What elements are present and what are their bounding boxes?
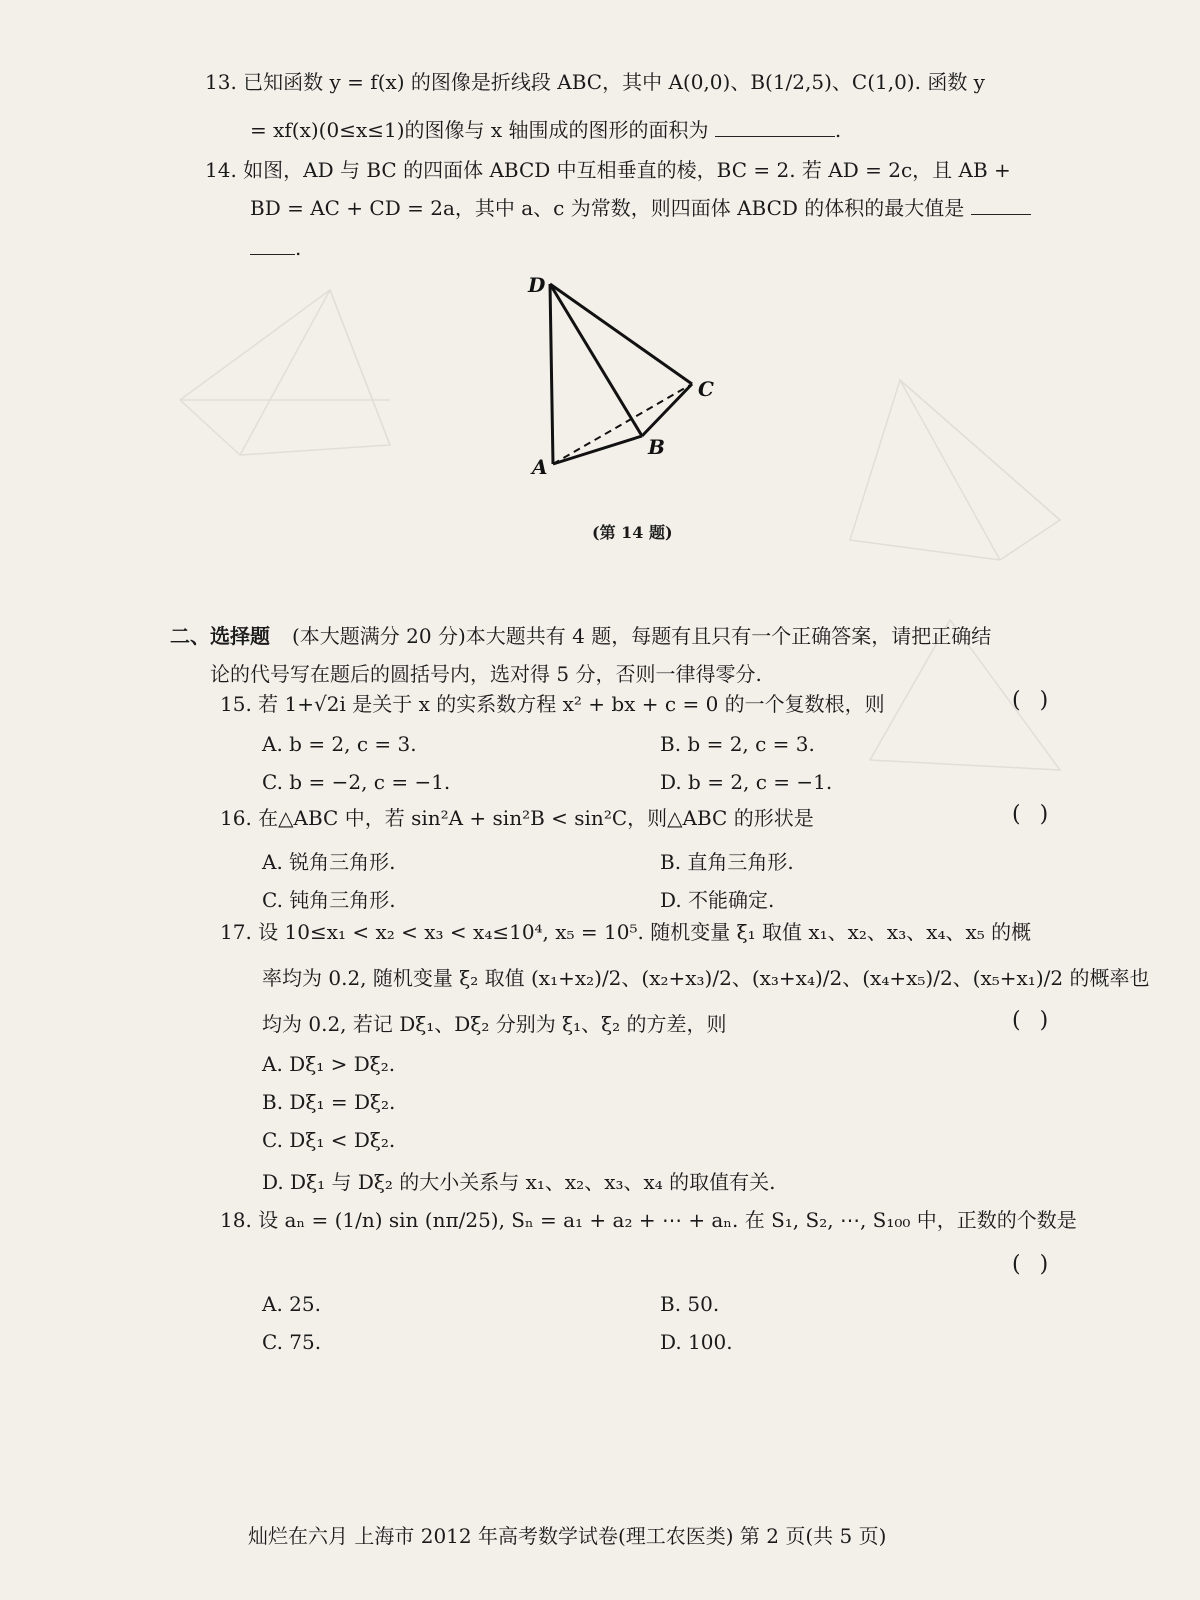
q14-answer-blank-b[interactable] — [250, 254, 295, 255]
edge-bc — [642, 384, 692, 436]
q17-option-d[interactable]: D. Dξ₁ 与 Dξ₂ 的大小关系与 x₁、x₂、x₃、x₄ 的取值有关. — [262, 1170, 776, 1194]
q17-option-b[interactable]: B. Dξ₁ = Dξ₂. — [262, 1090, 396, 1114]
q13-line1: 13. 已知函数 y = f(x) 的图像是折线段 ABC，其中 A(0,0)、B(1/2,5)、C(1,0). 函数 y — [205, 70, 985, 94]
section2-desc-line2: 论的代号写在题后的圆括号内，选对得 5 分，否则一律得零分. — [210, 662, 762, 686]
q14-line3 — [250, 238, 301, 258]
q16-option-c[interactable]: C. 钝角三角形. — [262, 888, 396, 912]
q17-answer-paren[interactable]: ( ) — [1012, 1008, 1055, 1033]
q16-answer-paren[interactable]: ( ) — [1012, 802, 1055, 827]
q18-stem: 18. 设 aₙ = (1/n) sin (nπ/25), Sₙ = a₁ + a₂ + ⋯ + aₙ. 在 S₁, S₂, ⋯, S₁₀₀ 中，正数的个数是 — [220, 1208, 1077, 1232]
q16-option-a[interactable]: A. 锐角三角形. — [262, 850, 396, 874]
q15-answer-paren[interactable]: ( ) — [1012, 688, 1055, 713]
q14-line2-text: BD = AC + CD = 2a，其中 a、c 为常数，则四面体 ABCD 的体积的最大值是 — [250, 196, 965, 220]
tetrahedron-figure — [520, 268, 780, 498]
q15-option-b[interactable]: B. b = 2, c = 3. — [660, 732, 815, 756]
q15-option-c[interactable]: C. b = −2, c = −1. — [262, 770, 451, 794]
q16-stem: 16. 在△ABC 中，若 sin²A + sin²B < sin²C，则△ABC 的形状是 — [220, 806, 814, 830]
q18-option-c[interactable]: C. 75. — [262, 1330, 322, 1354]
q13-line2 — [250, 120, 841, 140]
label-c: C — [698, 377, 714, 401]
q14-line1: 14. 如图，AD 与 BC 的四面体 ABCD 中互相垂直的棱，BC = 2. 若 AD = 2c，且 AB + — [205, 158, 1011, 182]
figure-caption: (第 14 题) — [592, 523, 673, 542]
q17-line3: 均为 0.2, 若记 Dξ₁、Dξ₂ 分别为 ξ₁、ξ₂ 的方差，则 — [262, 1012, 727, 1036]
q14-line3-tail: . — [295, 236, 302, 260]
q18-option-a[interactable]: A. 25. — [262, 1292, 321, 1316]
edge-da — [550, 284, 553, 464]
q15-stem: 15. 若 1+√2i 是关于 x 的实系数方程 x² + bx + c = 0 的一个复数根，则 — [220, 692, 885, 716]
edge-ab — [553, 436, 642, 464]
q17-line1: 17. 设 10≤x₁ < x₂ < x₃ < x₄≤10⁴, x₅ = 10⁵. 随机变量 ξ₁ 取值 x₁、x₂、x₃、x₄、x₅ 的概 — [220, 920, 1032, 944]
q16-option-b[interactable]: B. 直角三角形. — [660, 850, 794, 874]
q18-option-d[interactable]: D. 100. — [660, 1330, 733, 1354]
label-b: B — [648, 435, 665, 459]
q13-line2-tail: . — [834, 118, 842, 142]
q15-option-d[interactable]: D. b = 2, c = −1. — [660, 770, 833, 794]
edge-db — [550, 284, 642, 436]
page-footer: 灿烂在六月 上海市 2012 年高考数学试卷(理工农医类) 第 2 页(共 5 页) — [248, 1524, 887, 1548]
q15-option-a[interactable]: A. b = 2, c = 3. — [262, 732, 417, 756]
q16-option-d[interactable]: D. 不能确定. — [660, 888, 775, 912]
edge-ac-hidden — [553, 384, 692, 464]
q18-option-b[interactable]: B. 50. — [660, 1292, 720, 1316]
q17-option-a[interactable]: A. Dξ₁ > Dξ₂. — [262, 1052, 396, 1076]
q13-line2-text: = xf(x)(0≤x≤1)的图像与 x 轴围成的图形的面积为 — [250, 118, 709, 142]
q17-line2: 率均为 0.2, 随机变量 ξ₂ 取值 (x₁+x₂)/2、(x₂+x₃)/2、(x₃+x₄)/2、(x₄+x₅)/2、(x₅+x₁)/2 的概率也 — [262, 966, 1150, 990]
q18-answer-paren[interactable]: ( ) — [1012, 1252, 1055, 1277]
label-a: A — [532, 455, 548, 479]
edge-dc — [550, 284, 692, 384]
q13-answer-blank[interactable] — [715, 136, 835, 137]
section2-title: 二、选择题 — [170, 624, 270, 648]
q14-line2 — [250, 198, 1031, 218]
label-d: D — [528, 273, 546, 297]
q14-answer-blank-a[interactable] — [971, 214, 1031, 215]
q17-option-c[interactable]: C. Dξ₁ < Dξ₂. — [262, 1128, 396, 1152]
section2-desc-line1: (本大题满分 20 分)本大题共有 4 题，每题有且只有一个正确答案，请把正确结 — [292, 624, 992, 648]
